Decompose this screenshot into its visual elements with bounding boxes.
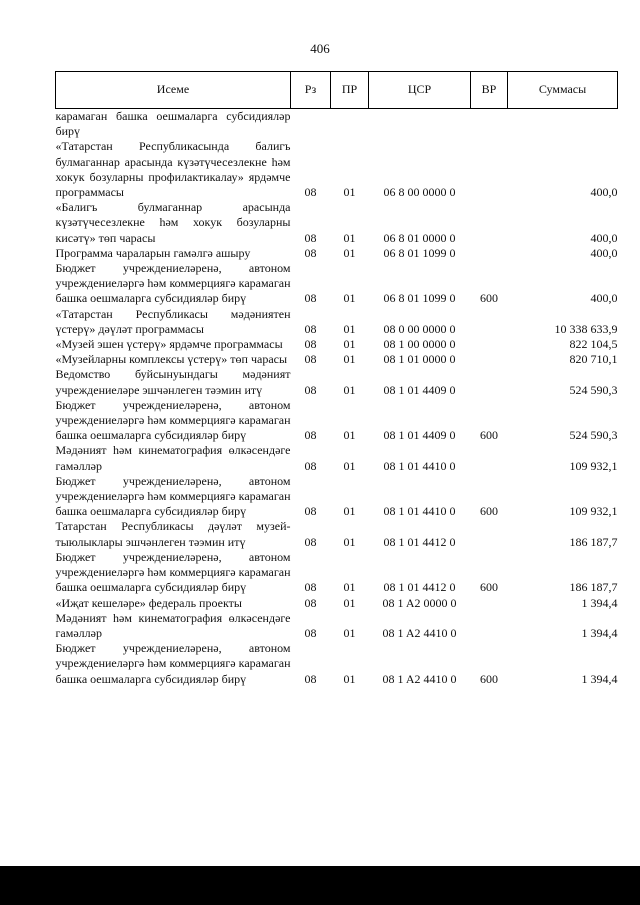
row-pr: 01 xyxy=(343,337,356,352)
row-vr: 600 xyxy=(480,504,498,519)
table-row xyxy=(56,200,618,246)
row-name: «Иҗат кешеләре» федераль проекты xyxy=(55,595,242,610)
row-name: Мәдәният һәм кинематография өлкәсендәге гамәлләр xyxy=(55,610,291,640)
row-pr: 01 xyxy=(343,580,356,595)
row-name: Мәдәният һәм кинематография өлкәсендәге гамәлләр xyxy=(55,443,291,473)
table-row xyxy=(56,611,618,641)
row-vr xyxy=(471,611,508,641)
row-csr: 08 1 01 4410 0 xyxy=(383,458,456,473)
row-pr: 01 xyxy=(343,504,356,519)
row-vr xyxy=(471,139,508,200)
header-csr: ЦСР xyxy=(369,72,471,109)
row-vr: 600 xyxy=(480,671,498,686)
row-sum: 186 187,7 xyxy=(569,580,618,595)
row-pr: 01 xyxy=(343,185,356,200)
table-header-row xyxy=(56,72,618,109)
row-csr: 08 1 A2 4410 0 xyxy=(382,671,457,686)
row-rz: 08 xyxy=(304,321,317,336)
row-csr: 08 1 00 0000 0 xyxy=(383,337,456,352)
row-rz: 08 xyxy=(304,595,317,610)
table-row xyxy=(56,109,618,140)
row-sum: 400,0 xyxy=(590,185,618,200)
row-name: «Балигъ булмаганнар арасында күзәтүчесезлекне һәм хокук бозуларны кисәтү» төп чарасы xyxy=(55,200,291,245)
row-name: Бюджет учреждениеләренә, автоном учреждениеләргә һәм коммерциягә карамаган башка оешмаларга субсидияләр бирү xyxy=(55,261,291,306)
header-name: Исеме xyxy=(56,72,291,109)
row-pr: 01 xyxy=(343,245,356,260)
row-rz: 08 xyxy=(304,534,317,549)
row-csr: 08 0 00 0000 0 xyxy=(383,321,456,336)
row-vr: 600 xyxy=(480,291,498,306)
row-name: Бюджет учреждениеләренә, автоном учреждениеләргә һәм коммерциягә карамаган башка оешмаларга субсидияләр бирү xyxy=(55,473,291,519)
row-name: «Татарстан Республикасында балигъ булмаганнар арасында күзәтүчесезлекне һәм хокук бозуларны профилактикалау» ярдәмче программасы xyxy=(55,139,291,200)
row-name: Бюджет учреждениеләренә, автоном учреждениеләргә һәм коммерциягә карамаган башка оешмаларга субсидияләр бирү xyxy=(55,397,291,443)
row-pr: 01 xyxy=(343,291,356,306)
row-name: «Музей эшен үстерү» ярдәмче программасы xyxy=(55,337,283,352)
row-csr: 06 8 01 1099 0 xyxy=(383,245,456,260)
row-vr xyxy=(471,519,508,549)
row-rz: 08 xyxy=(304,625,317,640)
row-pr: 01 xyxy=(343,230,356,245)
row-sum: 400,0 xyxy=(590,291,618,306)
row-rz: 08 xyxy=(304,230,317,245)
table-row xyxy=(56,474,618,520)
row-rz: 08 xyxy=(304,382,317,397)
row-name: Ведомство буйсынуындагы мәдәният учреждениеләре эшчәнлеген тәэмин итү xyxy=(55,367,291,397)
budget-table xyxy=(55,71,618,687)
row-rz: 08 xyxy=(304,671,317,686)
table-row xyxy=(56,307,618,337)
table-row xyxy=(56,139,618,200)
row-rz: 08 xyxy=(304,428,317,443)
row-vr xyxy=(471,352,508,367)
table-row xyxy=(56,261,618,307)
row-vr: 600 xyxy=(480,428,498,443)
row-csr xyxy=(369,109,471,140)
row-vr xyxy=(471,307,508,337)
row-sum: 822 104,5 xyxy=(569,337,618,352)
row-sum: 1 394,4 xyxy=(581,671,618,686)
row-sum: 524 590,3 xyxy=(569,382,618,397)
page-number: 406 xyxy=(310,41,330,56)
row-vr xyxy=(471,367,508,397)
header-rz: Рз xyxy=(291,72,331,109)
row-sum: 524 590,3 xyxy=(569,428,618,443)
row-rz: 08 xyxy=(304,185,317,200)
table-row xyxy=(56,596,618,611)
table-row xyxy=(56,367,618,397)
row-sum xyxy=(508,109,618,140)
row-rz xyxy=(291,109,331,140)
row-pr: 01 xyxy=(343,321,356,336)
row-csr: 06 8 00 0000 0 xyxy=(383,185,456,200)
row-vr xyxy=(471,443,508,473)
table-row xyxy=(56,641,618,687)
row-vr xyxy=(471,109,508,140)
row-vr: 600 xyxy=(480,580,498,595)
row-name: Татарстан Республикасы дәүләт музей-тыюлыклары эшчәнлеген тәэмин итү xyxy=(55,519,291,549)
table-row xyxy=(56,550,618,596)
row-pr: 01 xyxy=(343,671,356,686)
row-csr: 08 1 01 4412 0 xyxy=(383,580,456,595)
row-sum: 1 394,4 xyxy=(581,625,618,640)
row-csr: 08 1 01 4412 0 xyxy=(383,534,456,549)
row-name: Бюджет учреждениеләренә, автоном учреждениеләргә һәм коммерциягә карамаган башка оешмаларга субсидияләр бирү xyxy=(55,549,291,595)
row-pr xyxy=(331,109,369,140)
row-name: «Музейларны комплексы үстерү» төп чарасы xyxy=(55,352,288,367)
row-csr: 06 8 01 1099 0 xyxy=(383,291,456,306)
row-sum: 820 710,1 xyxy=(569,352,618,367)
row-sum: 400,0 xyxy=(590,245,618,260)
row-vr xyxy=(471,200,508,246)
table-row xyxy=(56,443,618,473)
row-sum: 109 932,1 xyxy=(569,458,618,473)
row-csr: 08 1 01 4409 0 xyxy=(383,428,456,443)
scan-border xyxy=(0,866,640,905)
row-rz: 08 xyxy=(304,245,317,260)
row-pr: 01 xyxy=(343,595,356,610)
row-rz: 08 xyxy=(304,352,317,367)
row-rz: 08 xyxy=(304,580,317,595)
row-name: Программа чараларын гамәлгә ашыру xyxy=(55,245,251,260)
table-row xyxy=(56,352,618,367)
row-csr: 08 1 A2 0000 0 xyxy=(382,595,457,610)
row-pr: 01 xyxy=(343,458,356,473)
row-sum: 186 187,7 xyxy=(569,534,618,549)
row-name: «Татарстан Республикасы мәдәниятен үстерү» дәүләт программасы xyxy=(55,306,291,336)
row-name: карамаган башка оешмаларга субсидияләр бирү xyxy=(55,109,291,139)
table-row xyxy=(56,246,618,261)
row-pr: 01 xyxy=(343,352,356,367)
row-rz: 08 xyxy=(304,291,317,306)
row-rz: 08 xyxy=(304,458,317,473)
row-csr: 08 1 01 4409 0 xyxy=(383,382,456,397)
row-vr xyxy=(471,337,508,352)
row-csr: 08 1 A2 4410 0 xyxy=(382,625,457,640)
row-sum: 10 338 633,9 xyxy=(554,321,618,336)
row-csr: 06 8 01 0000 0 xyxy=(383,230,456,245)
row-vr xyxy=(471,596,508,611)
row-rz: 08 xyxy=(304,337,317,352)
table-row xyxy=(56,337,618,352)
row-pr: 01 xyxy=(343,382,356,397)
row-rz: 08 xyxy=(304,504,317,519)
row-csr: 08 1 01 0000 0 xyxy=(383,352,456,367)
row-pr: 01 xyxy=(343,625,356,640)
row-csr: 08 1 01 4410 0 xyxy=(383,504,456,519)
table-row xyxy=(56,519,618,549)
row-vr xyxy=(471,246,508,261)
row-pr: 01 xyxy=(343,428,356,443)
header-pr: ПР xyxy=(331,72,369,109)
row-sum: 400,0 xyxy=(590,230,618,245)
row-name: Бюджет учреждениеләренә, автоном учреждениеләргә һәм коммерциягә карамаган башка оешмаларга субсидияләр бирү xyxy=(55,641,291,686)
row-sum: 109 932,1 xyxy=(569,504,618,519)
row-pr: 01 xyxy=(343,534,356,549)
header-vr: ВР xyxy=(471,72,508,109)
header-sum: Суммасы xyxy=(508,72,618,109)
table-row xyxy=(56,398,618,444)
row-sum: 1 394,4 xyxy=(581,595,618,610)
